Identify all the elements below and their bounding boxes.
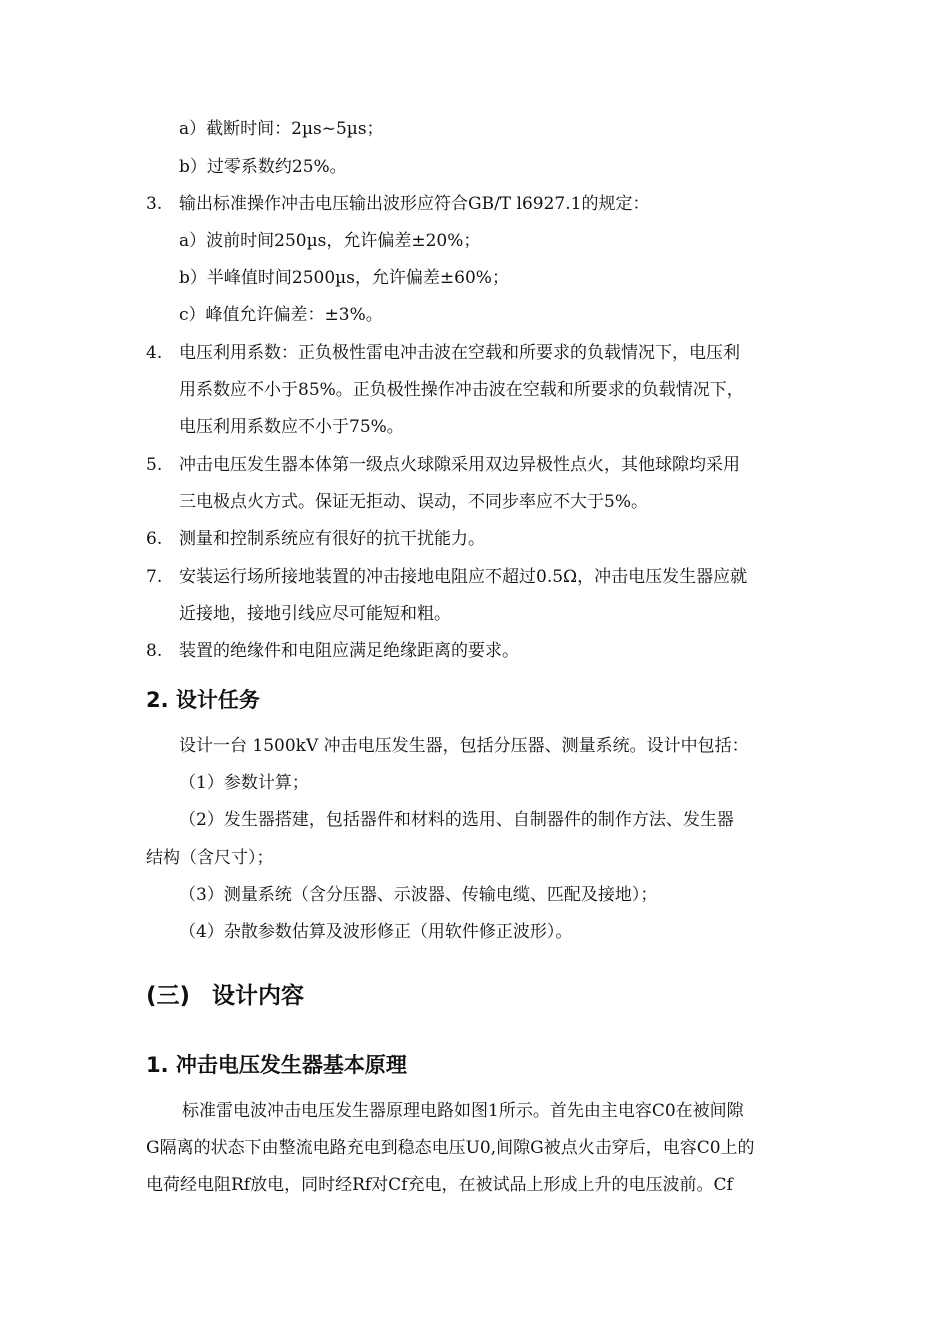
half-peak-time-item: b）半峰值时间2500µs，允许偏差±60%； <box>179 268 509 288</box>
list-text: 装置的绝缘件和电阻应满足绝缘距离的要求。 <box>179 641 519 661</box>
zero-coefficient-item: b）过零系数约25%。 <box>179 157 347 177</box>
list-text: 测量和控制系统应有很好的抗干扰能力。 <box>179 529 485 549</box>
list-number: 4. <box>146 343 163 363</box>
list-number: 7. <box>146 567 163 587</box>
principle-paragraph-line-2: G隔离的状态下由整流电路充电到稳态电压U0,间隙G被点火击穿后，电容C0上的 <box>146 1138 755 1158</box>
list-text-continued: 用系数应不小于85%。正负极性操作冲击波在空载和所要求的负载情况下， <box>179 380 744 400</box>
section-heading-design-tasks: 2. 设计任务 <box>146 688 260 712</box>
design-task-4: （4）杂散参数估算及波形修正（用软件修正波形）。 <box>179 922 573 942</box>
wavefront-time-item: a）波前时间250µs，允许偏差±20%； <box>179 231 481 251</box>
design-task-2: （2）发生器搭建，包括器件和材料的选用、自制器件的制作方法、发生器 <box>179 810 734 830</box>
principle-paragraph-line-3: 电荷经电阻Rf放电，同时经Rf对Cf充电，在被试品上形成上升的电压波前。Cf <box>146 1175 733 1195</box>
list-text: 电压利用系数：正负极性雷电冲击波在空载和所要求的负载情况下，电压利 <box>179 343 740 363</box>
design-task-intro: 设计一台 1500kV 冲击电压发生器，包括分压器、测量系统。设计中包括： <box>179 736 749 756</box>
peak-tolerance-item: c）峰值允许偏差：±3%。 <box>179 305 383 325</box>
list-number: 6. <box>146 529 163 549</box>
list-text: 输出标准操作冲击电压输出波形应符合GB/T l6927.1的规定： <box>179 194 650 214</box>
list-text-continued: 近接地，接地引线应尽可能短和粗。 <box>179 604 451 624</box>
list-text: 安装运行场所接地装置的冲击接地电阻应不超过0.5Ω，冲击电压发生器应就 <box>179 567 748 587</box>
design-task-2-continued: 结构（含尺寸）； <box>146 848 274 868</box>
part-title: 设计内容 <box>212 983 305 1009</box>
design-task-1: （1）参数计算； <box>179 773 309 793</box>
list-text: 冲击电压发生器本体第一级点火球隙采用双边异极性点火，其他球隙均采用 <box>179 455 740 475</box>
list-text-continued: 电压利用系数应不小于75%。 <box>179 417 404 437</box>
list-text-continued: 三电极点火方式。保证无拒动、误动，不同步率应不大于5%。 <box>179 492 648 512</box>
part-heading-design-content <box>146 980 304 1012</box>
list-number: 3. <box>146 194 163 214</box>
list-number: 5. <box>146 455 163 475</box>
design-task-3: （3）测量系统（含分压器、示波器、传输电缆、匹配及接地）； <box>179 885 658 905</box>
cutoff-time-item: a）截断时间：2µs~5µs； <box>179 119 384 139</box>
section-heading-basic-principle: 1. 冲击电压发生器基本原理 <box>146 1053 407 1077</box>
principle-paragraph-line-1: 标准雷电波冲击电压发生器原理电路如图1所示。首先由主电容C0在被间隙 <box>182 1101 744 1121</box>
list-number: 8. <box>146 641 163 661</box>
part-number: (三) <box>146 983 191 1009</box>
